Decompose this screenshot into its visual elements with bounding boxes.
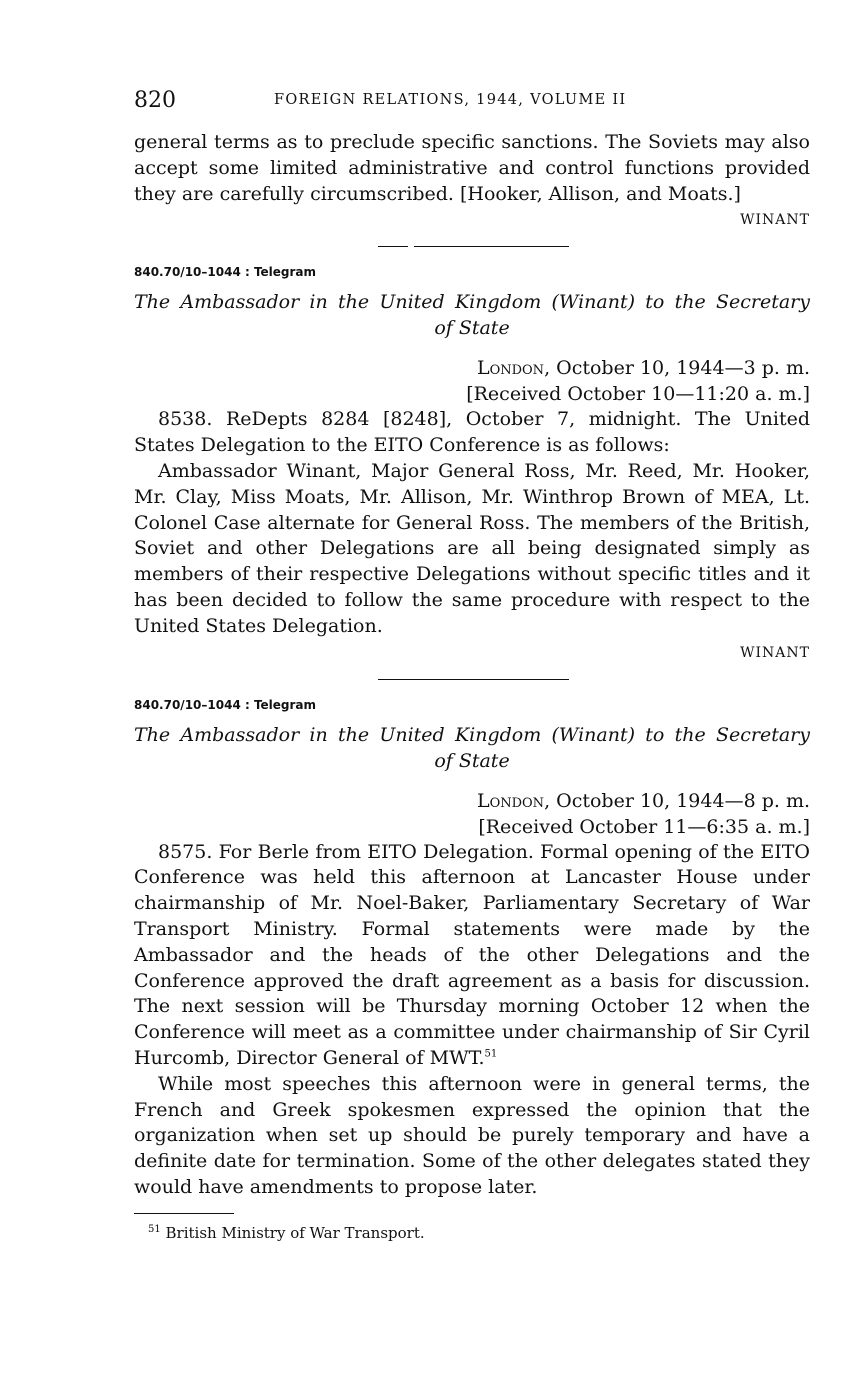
paragraph-text: 8575. For Berle from EITO Delegation. Formal opening of the EITO Conference was held this afternoon at Lancaster House under chairmanship of Mr. Noel-Baker, Parliamentary Secretary of War Transport Ministry. Formal statements were made by the Ambassador and the heads of the other Delegations and the Conference approved the draft agreement as a basis for discussion. The next session will be Thursday morning October 12 when the Conference will meet as a committee under chairmanship of Sir Cyril Hurcomb, Director General of MWT. [134, 840, 810, 1069]
telegram-paragraph: 8538. ReDepts 8284 [8248], October 7, midnight. The United States Delegation to the EITO Conference is as follows: [134, 408, 810, 457]
continued-paragraph: general terms as to preclude specific sanctions. The Soviets may also accept some limited administrative and control functions provided they are carefully circumscribed. [Hooker, Allison, and Moats.] [134, 131, 810, 205]
document-page [134, 88, 810, 1242]
signature: WINANT [740, 212, 810, 229]
received-line: [Received October 11—6:35 a. m.] [478, 815, 810, 838]
signature: WINANT [740, 644, 810, 661]
document-heading [134, 722, 810, 774]
dateline-place: London [476, 357, 545, 380]
telegram-paragraph: While most speeches this afternoon were in general terms, the French and Greek spokesmen expressed the opinion that the organization when set up should be purely temporary and have a definite date for termination. Some of the other delegates stated they would have amendments to propose later. [134, 1072, 810, 1198]
footnote-marker: 51 [148, 1223, 161, 1235]
footnote-rule [134, 1213, 234, 1214]
telegram-paragraph [134, 840, 810, 1072]
footnote [148, 1224, 810, 1242]
telegram-paragraph: Ambassador Winant, Major General Ross, Mr. Reed, Mr. Hooker, Mr. Clay, Miss Moats, Mr. Allison, Mr. Winthrop Brown of MEA, Lt. Colonel Case alternate for General Ross. The members of the British, Soviet and other Delegations are all being designated simply as members of their respective Delegations without specific titles and it has been decided to follow the same procedure with respect to the United States Delegation. [134, 459, 810, 637]
heading-line: of State [434, 317, 510, 340]
file-reference: 840.70/10–1044 : Telegram [134, 265, 317, 280]
heading-line: The Ambassador in the United Kingdom (Winant) to the Secretary [134, 723, 810, 746]
document-heading [134, 289, 810, 341]
running-head: FOREIGN RELATIONS, 1944, VOLUME II [274, 92, 627, 108]
heading-line: of State [434, 749, 510, 772]
heading-line: The Ambassador in the United Kingdom (Winant) to the Secretary [134, 291, 810, 314]
received-line: [Received October 10—11:20 a. m.] [466, 383, 810, 406]
footnote-text: British Ministry of War Transport. [165, 1223, 425, 1242]
dateline [134, 355, 810, 381]
section-divider [134, 235, 810, 257]
dateline-date: , October 10, 1944—8 p. m. [544, 789, 810, 812]
dateline-date: , October 10, 1944—3 p. m. [544, 357, 810, 380]
page-header [134, 88, 810, 120]
file-reference: 840.70/10–1044 : Telegram [134, 697, 317, 712]
footnote-reference: 51 [484, 1048, 498, 1060]
dateline-place: London [476, 789, 545, 812]
dateline [134, 788, 810, 814]
section-divider [134, 668, 810, 690]
page-number: 820 [134, 88, 176, 113]
